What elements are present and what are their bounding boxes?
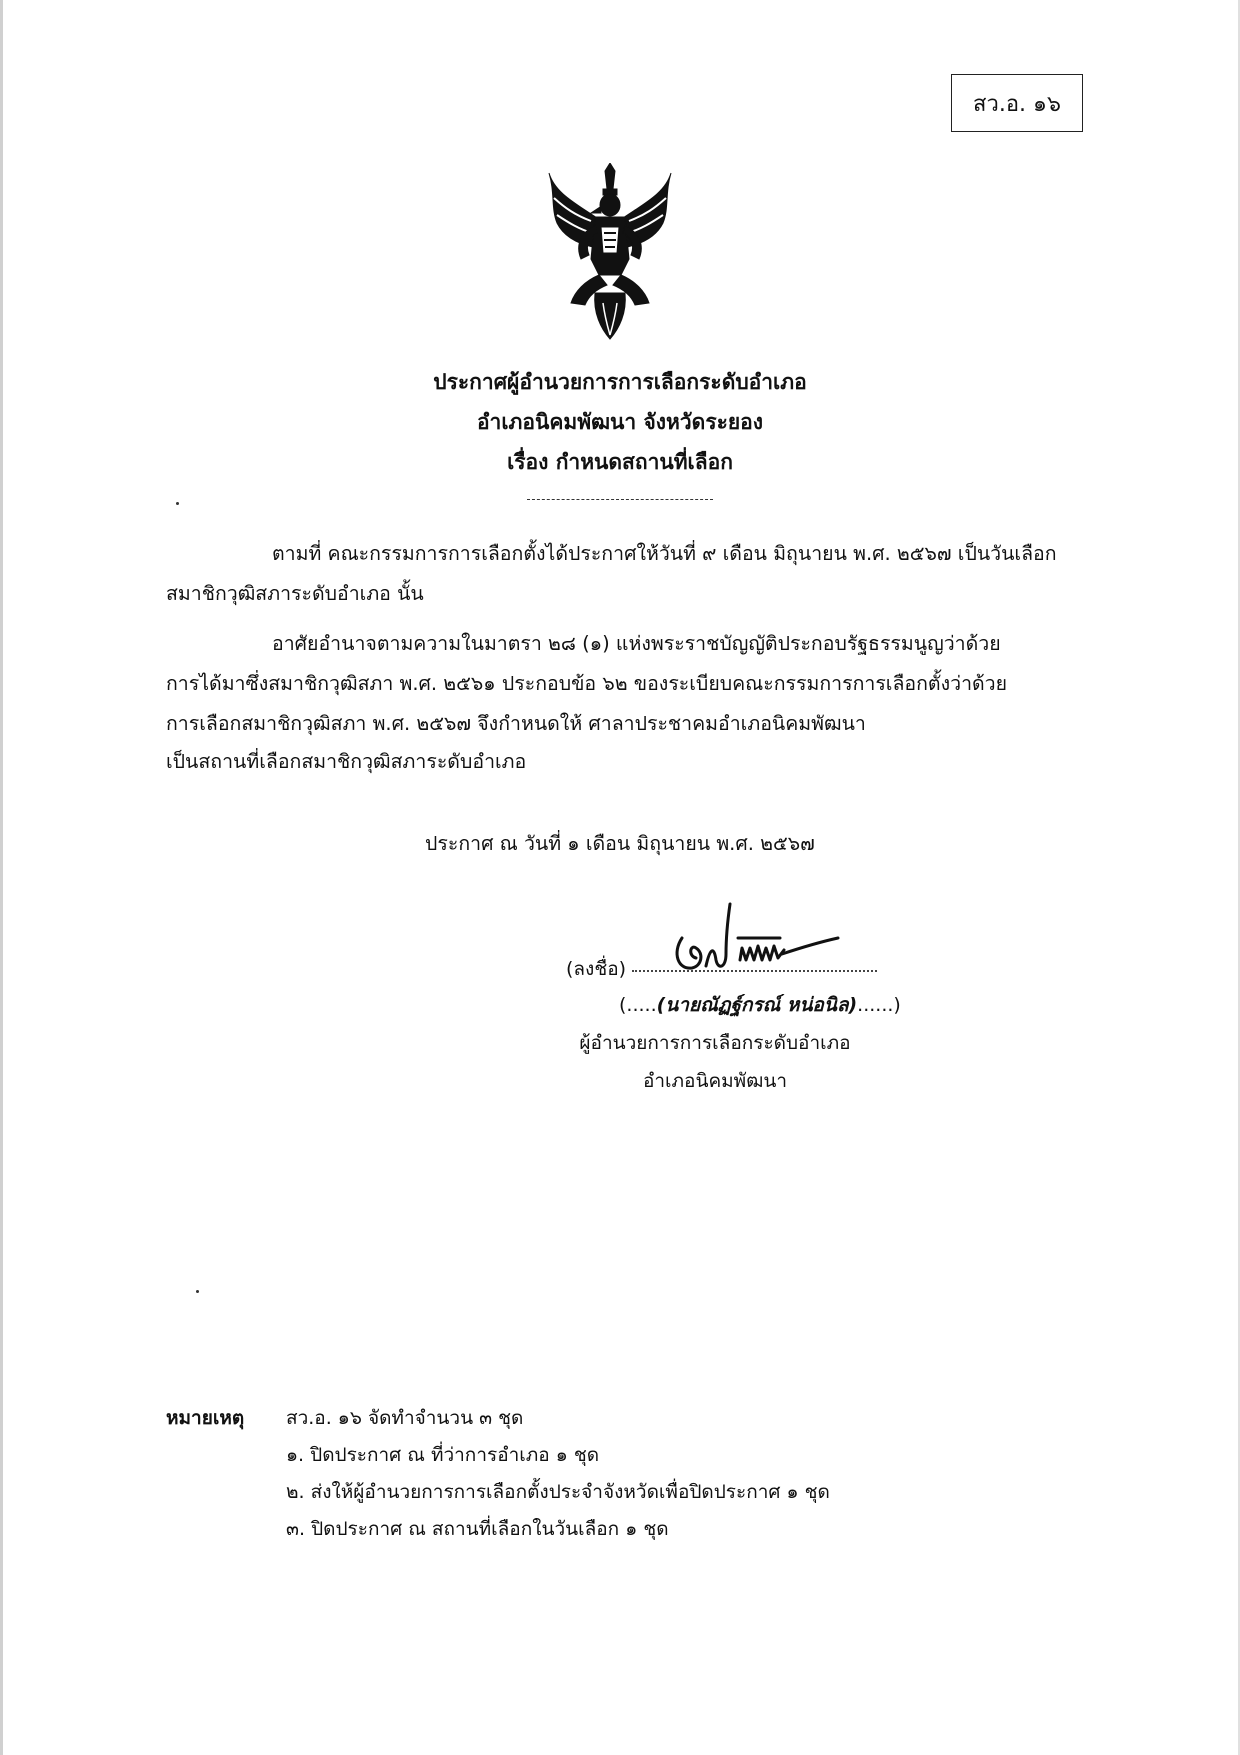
paragraph-2-line-4: เป็นสถานที่เลือกสมาชิกวุฒิสภาระดับอำเภอ <box>166 750 527 773</box>
scan-speck <box>196 1290 199 1293</box>
heading-line-2: อำเภอนิคมพัฒนา จังหวัดระยอง <box>476 410 764 434</box>
garuda-emblem-icon <box>545 163 675 343</box>
remarks-label: หมายเหตุ <box>166 1407 245 1429</box>
remarks-line-3: ๓. ปิดประกาศ ณ สถานที่เลือกในวันเลือก ๑ ชุด <box>286 1518 669 1540</box>
remarks-line-2: ๒. ส่งให้ผู้อำนวยการการเลือกตั้งประจำจังหวัดเพื่อปิดประกาศ ๑ ชุด <box>286 1481 830 1503</box>
heading-line-3: เรื่อง กำหนดสถานที่เลือก <box>507 450 733 474</box>
signatory-title-line-1: ผู้อำนวยการการเลือกระดับอำเภอ <box>579 1032 851 1054</box>
paragraph-2-line-1: อาศัยอำนาจตามความในมาตรา ๒๘ (๑) แห่งพระราชบัญญัติประกอบรัฐธรรมนูญว่าด้วย <box>272 632 1001 655</box>
remarks-line-0: สว.อ. ๑๖ จัดทำจำนวน ๓ ชุด <box>286 1407 524 1429</box>
heading-line-1: ประกาศผู้อำนวยการการเลือกระดับอำเภอ <box>433 370 807 394</box>
form-code: สว.อ. ๑๖ <box>973 91 1061 117</box>
paragraph-1-line-2: สมาชิกวุฒิสภาระดับอำเภอ นั้น <box>166 582 424 605</box>
paragraph-2-line-2: การได้มาซึ่งสมาชิกวุฒิสภา พ.ศ. ๒๕๖๑ ประกอบข้อ ๖๒ ของระเบียบคณะกรรมการการเลือกตั้งว่าด้วย <box>166 672 1008 695</box>
signatory-name: (.....(นายณัฏฐ์กรณ์ หน่อนิล)......) <box>619 994 901 1016</box>
remarks-line-1: ๑. ปิดประกาศ ณ ที่ว่าการอำเภอ ๑ ชุด <box>286 1444 600 1466</box>
heading-divider <box>527 499 713 500</box>
form-code-box <box>951 74 1083 132</box>
paragraph-2-line-3: การเลือกสมาชิกวุฒิสภา พ.ศ. ๒๕๖๗ จึงกำหนดให้ ศาลาประชาคมอำเภอนิคมพัฒนา <box>166 712 866 735</box>
signature-label: (ลงชื่อ) <box>566 958 627 980</box>
signatory-title-line-2: อำเภอนิคมพัฒนา <box>642 1070 788 1092</box>
paragraph-1-line-1: ตามที่ คณะกรรมการการเลือกตั้งได้ประกาศให้วันที่ ๙ เดือน มิถุนายน พ.ศ. ๒๕๖๗ เป็นวันเลือก <box>272 542 1057 565</box>
handwritten-signature <box>670 898 850 978</box>
signatory-name-text: (นายณัฏฐ์กรณ์ หน่อนิล) <box>656 994 858 1016</box>
announce-date: ประกาศ ณ วันที่ ๑ เดือน มิถุนายน พ.ศ. ๒๕๖๗ <box>425 832 815 855</box>
scan-speck <box>176 502 179 505</box>
scan-edge-left <box>0 0 3 1755</box>
